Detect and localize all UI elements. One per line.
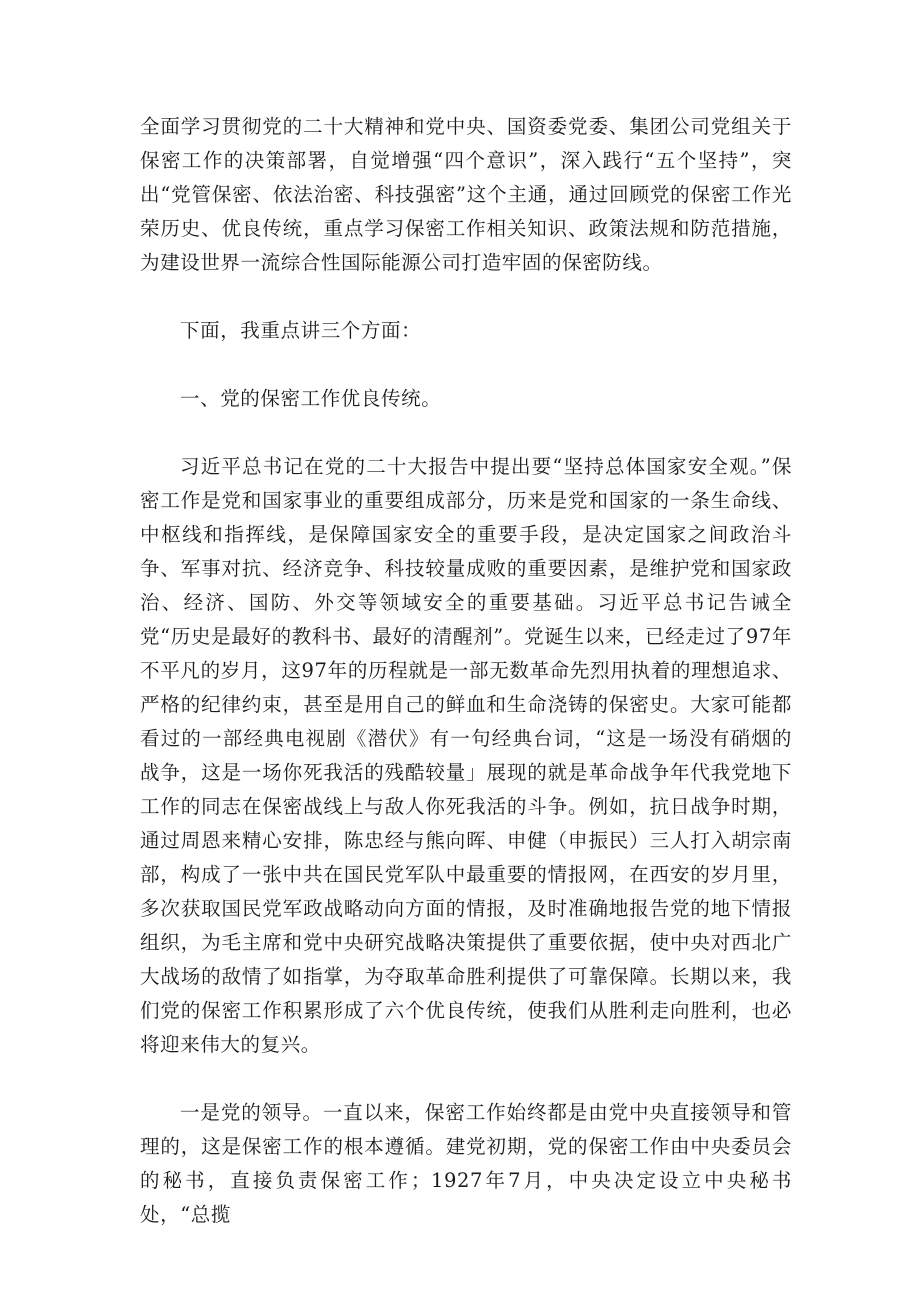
document-body (140, 110, 792, 1232)
outline-paragraph: 下面，我重点讲三个方面： (180, 319, 422, 342)
section-heading: 一、党的保密工作优良传统。 (180, 387, 442, 410)
section-body-paragraph: 习近平总书记在党的二十大报告中提出要“坚持总体国家安全观。”保密工作是党和国家事业的重要组成部分，历来是党和国家的一条生命线、中枢线和指挥线，是保障国家安全的重要手段，是决定国家之间政治斗争、军事对抗、经济竞争、科技较量成败的重要因素，是维护党和国家政治、经济、国防、外交等领域安全的重要基础。习近平总书记告诫全党“历史是最好的教科书、最好的清醒剂”。党诞生以来，已经走过了97年不平凡的岁月，这97年的历程就是一部无数革命先烈用执着的理想追求、严格的纪律约束，甚至是用自己的鲜血和生命浇铸的保密史。大家可能都看过的一部经典电视剧《潜伏》有一句经典台词，“这是一场没有硝烟的战争，这是一场你死我活的残酷较量」展现的就是革命战争年代我党地下工作的同志在保密战线上与敌人你死我活的斗争。例如，抗日战争时期，通过周恩来精心安排，陈忠经与熊向晖、申健（申振民）三人打入胡宗南部，构成了一张中共在国民党军队中最重要的情报网，在西安的岁月里，多次获取国民党军政战略动向方面的情报，及时准确地报告党的地下情报组织，为毛主席和党中央研究战略决策提供了重要依据，使中央对西北广大战场的敌情了如指掌，为夺取革命胜利提供了可靠保障。长期以来，我们党的保密工作积累形成了六个优良传统，使我们从胜利走向胜利，也必将迎来伟大的复兴。 (140, 455, 792, 1056)
intro-paragraph: 全面学习贯彻党的二十大精神和党中央、国资委党委、集团公司党组关于保密工作的决策部署，自觉增强“四个意识”，深入践行“五个坚持”，突出“党管保密、依法治密、科技强密”这个主通，通过回顾党的保密工作光荣历史、优良传统，重点学习保密工作相关知识、政策法规和防范措施，为建设世界一流综合性国际能源公司打造牢固的保密防线。 (140, 115, 792, 274)
point-paragraph: 一是党的领导。一直以来，保密工作始终都是由党中央直接领导和管理的，这是保密工作的根本遵循。建党初期，党的保密工作由中央委员会的秘书，直接负责保密工作；1927年7月，中央决定设立中央秘书处，“总揽 (140, 1101, 792, 1226)
